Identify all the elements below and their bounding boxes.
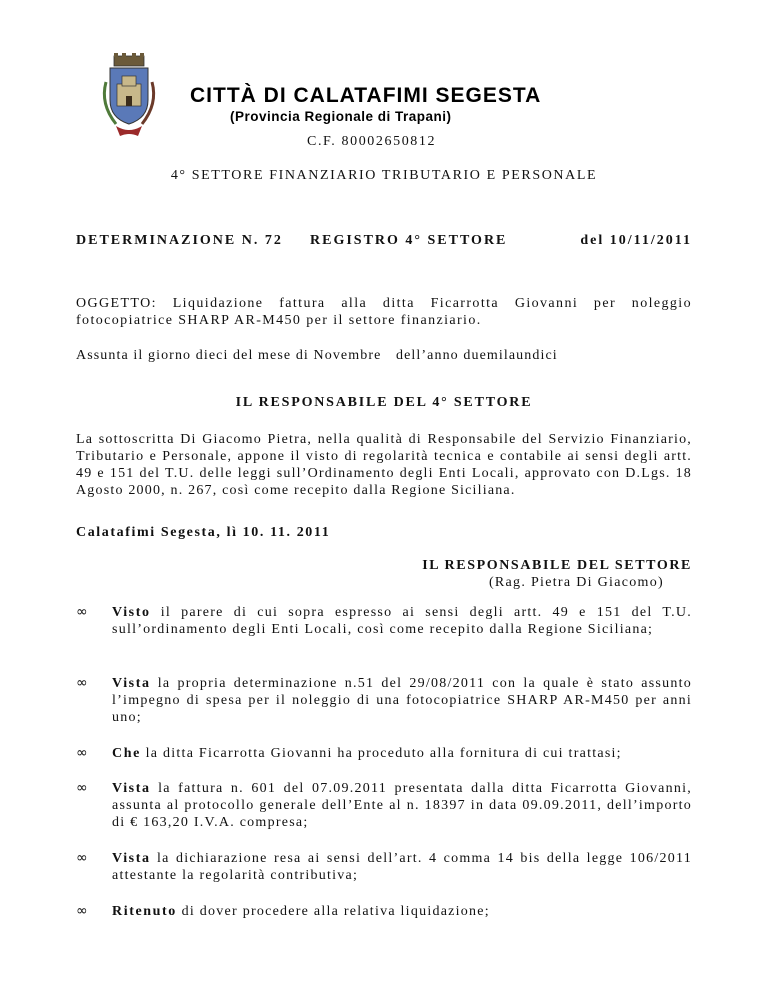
bullet-text: la dichiarazione resa ai sensi dell’art. 4 comma 14 bis della legge 106/2011 attestante la regolarità contributiva; xyxy=(112,851,692,883)
determination-date: del 10/11/2011 xyxy=(580,233,692,248)
bullet-lead: Che xyxy=(112,746,141,761)
infinity-bullet-icon: ∞ xyxy=(76,745,88,761)
bullet-text: il parere di cui sopra espresso ai sensi degli artt. 49 e 151 del T.U. sull’ordinamento degli Enti Locali, così come recepito dalla Regione Siciliana; xyxy=(112,605,692,637)
bullet-text: la fattura n. 601 del 07.09.2011 presentata dalla ditta Ficarrotta Giovanni, assunta al protocollo generale dell’Ente al n. 18397 in data 09.09.2011, dell’importo di € 163,20 I.V.A. compresa; xyxy=(112,781,692,830)
determination-number: DETERMINAZIONE N. 72 xyxy=(76,233,283,248)
bullet-lead: Vista xyxy=(112,781,151,796)
city-coat-of-arms-icon xyxy=(98,52,160,138)
city-name-title: CITTÀ DI CALATAFIMI SEGESTA xyxy=(190,84,542,107)
infinity-bullet-icon: ∞ xyxy=(76,780,88,796)
sector-title: 4° SETTORE FINANZIARIO TRIBUTARIO E PERSONALE xyxy=(170,168,598,183)
section-heading: IL RESPONSABILE DEL 4° SETTORE xyxy=(235,395,533,410)
visto-paragraph: La sottoscritta Di Giacomo Pietra, nella qualità di Responsabile del Servizio Finanziario, Tributario e Personale, appone il visto di regolarità tecnica e contabile ai sensi degli artt. 49 e 151 del T.U. delle leggi sull’Ordinamento degli Enti Locali, approvato con D.Lgs. 18 Agosto 2000, n. 267, così come recepito dalla Regione Siciliana. xyxy=(76,432,692,498)
determination-register: REGISTRO 4° SETTORE xyxy=(310,233,508,248)
province-subtitle: (Provincia Regionale di Trapani) xyxy=(230,109,452,124)
assunta-line xyxy=(76,347,692,364)
bullet-text: la propria determinazione n.51 del 29/08/2011 con la quale è stato assunto l’impegno di spesa per il noleggio di una fotocopiatrice SHARP AR-M450 per anni uno; xyxy=(112,676,692,725)
infinity-bullet-icon: ∞ xyxy=(76,850,88,866)
fiscal-code: C.F. 80002650812 xyxy=(307,134,437,149)
bullet-text: la ditta Ficarrotta Giovanni ha proceduto alla fornitura di cui trattasi; xyxy=(140,746,622,761)
place-date: Calatafimi Segesta, lì 10. 11. 2011 xyxy=(76,525,331,540)
subject-paragraph: OGGETTO: Liquidazione fattura alla ditta Ficarrotta Giovanni per noleggio fotocopiatrice SHARP AR-M450 per il settore finanziario. xyxy=(76,296,692,328)
infinity-bullet-icon: ∞ xyxy=(76,675,88,691)
bullet-lead: Vista xyxy=(112,851,151,866)
assunta-part2: dell’anno duemilaundici xyxy=(396,348,558,363)
signature-title: IL RESPONSABILE DEL SETTORE xyxy=(422,558,692,573)
bullet-lead: Vista xyxy=(112,676,151,691)
infinity-bullet-icon: ∞ xyxy=(76,903,88,919)
bullet-lead: Visto xyxy=(112,605,151,620)
signature-name: (Rag. Pietra Di Giacomo) xyxy=(488,575,664,590)
bullet-lead: Ritenuto xyxy=(112,904,177,919)
assunta-part1: Assunta il giorno dieci del mese di Novembre xyxy=(76,348,382,363)
infinity-bullet-icon: ∞ xyxy=(76,604,88,620)
bullet-text: di dover procedere alla relativa liquidazione; xyxy=(176,904,490,919)
